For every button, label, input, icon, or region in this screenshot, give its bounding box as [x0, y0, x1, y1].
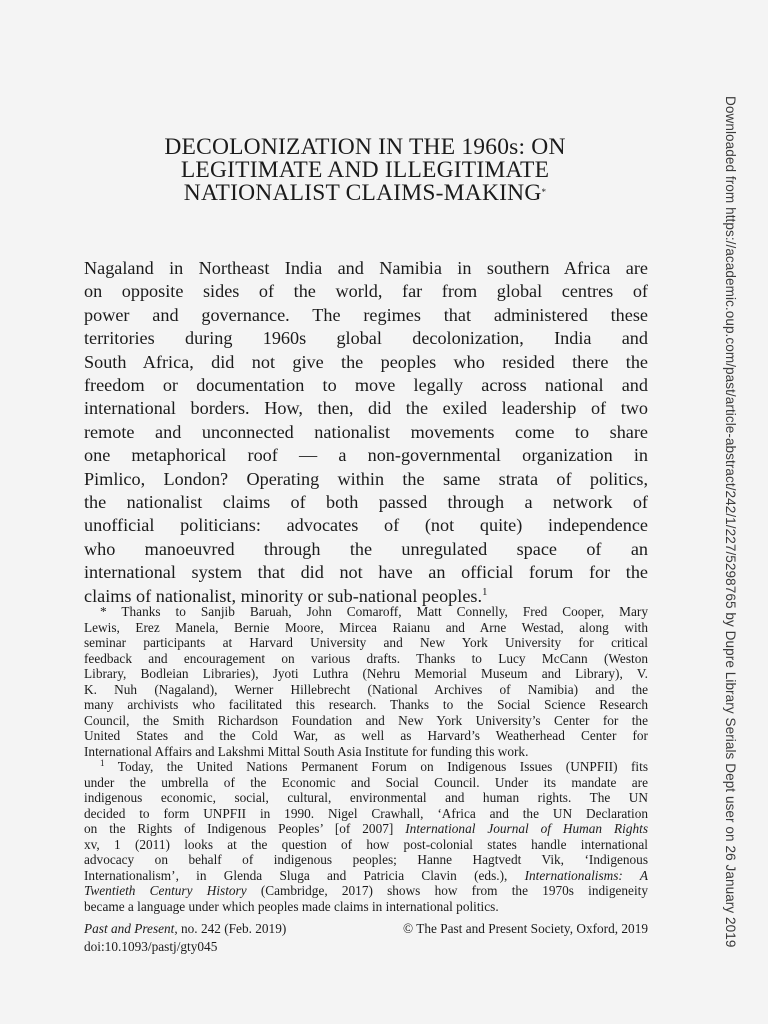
- abstract-line: one metaphorical roof — a non-governmental organization in: [84, 445, 648, 466]
- footnote-1-marker: 1: [100, 758, 105, 768]
- abstract-line: Nagaland in Northeast India and Namibia in southern Africa are: [84, 258, 648, 278]
- abstract-line: international system that did not have an official forum for the: [84, 562, 648, 583]
- abstract-line: South Africa, did not give the peoples who resided there the: [84, 351, 648, 372]
- footnote-1-text: on the Rights of Indigenous Peoples’ [of 2007]: [84, 821, 406, 836]
- footnote-star-line: seminar participants at Harvard University and New York University for critical: [84, 635, 648, 650]
- book-title-cont: Twentieth Century History: [84, 883, 247, 898]
- page-footer: [84, 920, 648, 956]
- footnote-1-text: Internationalism’, in Glenda Sluga and Patricia Clavin (eds.),: [84, 867, 525, 883]
- abstract-line-last-text: claims of nationalist, minority or sub-national peoples.: [84, 585, 483, 606]
- abstract-line: unofficial politicians: advocates of (not quite) independence: [84, 515, 648, 536]
- footnote-1-line: under the umbrella of the Economic and Social Council. Under its mandate are: [84, 774, 648, 790]
- abstract-line: who manoeuvred through the unregulated space of an: [84, 538, 648, 559]
- copyright: © The Past and Present Society, Oxford, 2019: [403, 921, 648, 936]
- footnote-star-line: Council, the Smith Richardson Foundation and New York University’s Center for the: [84, 712, 648, 728]
- abstract-line: power and governance. The regimes that administered these: [84, 304, 648, 325]
- book-title: Internationalisms: A: [524, 867, 649, 883]
- journal-title: International Journal of Human Rights: [405, 821, 648, 836]
- footnote-1-text: Today, the United Nations Permanent Forum on Indigenous Issues (UNPFII) fits: [104, 759, 648, 774]
- footnote-1-line: xv, 1 (2011) looks at the question of how post-colonial states handle international: [84, 836, 648, 852]
- title-line-3: [82, 182, 648, 205]
- download-note: Downloaded from https://academic.oup.com/past/article-abstract/242/1/227/5298765 by Dupre Library Serials Dept user on 26 January 2019: [723, 96, 738, 948]
- footnote-1-line: [84, 759, 648, 775]
- footnote-star-line: International Affairs and Lakshmi Mittal South Asia Institute for funding this work.: [84, 743, 529, 759]
- title-line-3-text: NATIONALIST CLAIMS-MAKING: [183, 180, 542, 206]
- abstract-line: freedom or documentation to move legally across national and: [84, 375, 648, 396]
- footer-citation-row: [84, 920, 648, 938]
- abstract-line: the nationalist claims of both passed through a network of: [84, 492, 648, 513]
- abstract-line: international borders. How, then, did the exiled leadership of two: [84, 398, 648, 419]
- footnote-star-line: United States and the Cold War, as well as Harvard’s Weatherhead Center for: [84, 728, 648, 743]
- footnote-1-line: [84, 883, 648, 899]
- footnote-1-line: decided to form UNPFII in 1990. Nigel Crawhall, ‘Africa and the UN Declaration: [84, 805, 648, 821]
- doi[interactable]: doi:10.1093/pastj/gty045: [84, 939, 218, 954]
- footnote-1-text: (Cambridge, 2017) shows how from the 1970s indigeneity: [246, 883, 648, 898]
- abstract-line: territories during 1960s global decolonization, India and: [84, 328, 648, 349]
- journal-name: Past and Present: [84, 921, 175, 936]
- abstract-line: on opposite sides of the world, far from global centres of: [84, 281, 648, 302]
- download-watermark: [722, 96, 742, 948]
- footnote-1-line: [84, 821, 648, 837]
- footnote-star-line: K. Nuh (Nagaland), Werner Hillebrecht (National Archives of Namibia) and the: [84, 681, 648, 697]
- title-line-2: LEGITIMATE AND ILLEGITIMATE: [180, 157, 550, 183]
- footnote-1-line: [84, 868, 648, 884]
- footnotes: [84, 604, 648, 914]
- footnote-star-line: Library, Bodleian Libraries), Jyoti Luthra (Nehru Memorial Museum and Library), V.: [84, 666, 648, 681]
- footnote-1-line: became a language under which peoples made claims in international politics.: [84, 898, 499, 914]
- footnote-ref-1[interactable]: 1: [482, 585, 488, 598]
- abstract-line: Pimlico, London? Operating within the same strata of politics,: [84, 468, 648, 489]
- abstract-paragraph: [84, 257, 648, 608]
- title-footnote-marker[interactable]: *: [541, 187, 547, 197]
- article-title: [82, 136, 648, 205]
- footnote-star-line: many archivists who facilitated this research. Thanks to the Social Science Research: [84, 697, 648, 712]
- footnote-1-line: advocacy on behalf of indigenous peoples; Hanne Hagtvedt Vik, ‘Indigenous: [84, 852, 648, 867]
- footnote-1-line: indigenous economic, social, cultural, environmental and human rights. The UN: [84, 790, 648, 805]
- footnote-star-line: Lewis, Erez Manela, Bernie Moore, Mircea Raianu and Arne Westad, along with: [84, 619, 648, 635]
- issue-info: , no. 242 (Feb. 2019): [174, 921, 287, 936]
- footnote-star-line: * Thanks to Sanjib Baruah, John Comaroff, Matt Connelly, Fred Cooper, Mary: [100, 604, 648, 619]
- footnote-star-line: feedback and encouragement on various drafts. Thanks to Lucy McCann (Weston: [84, 650, 648, 666]
- abstract-line: remote and unconnected nationalist movements come to share: [84, 421, 648, 442]
- footer-citation: [84, 920, 286, 938]
- title-line-1: DECOLONIZATION IN THE 1960s: ON: [164, 134, 566, 160]
